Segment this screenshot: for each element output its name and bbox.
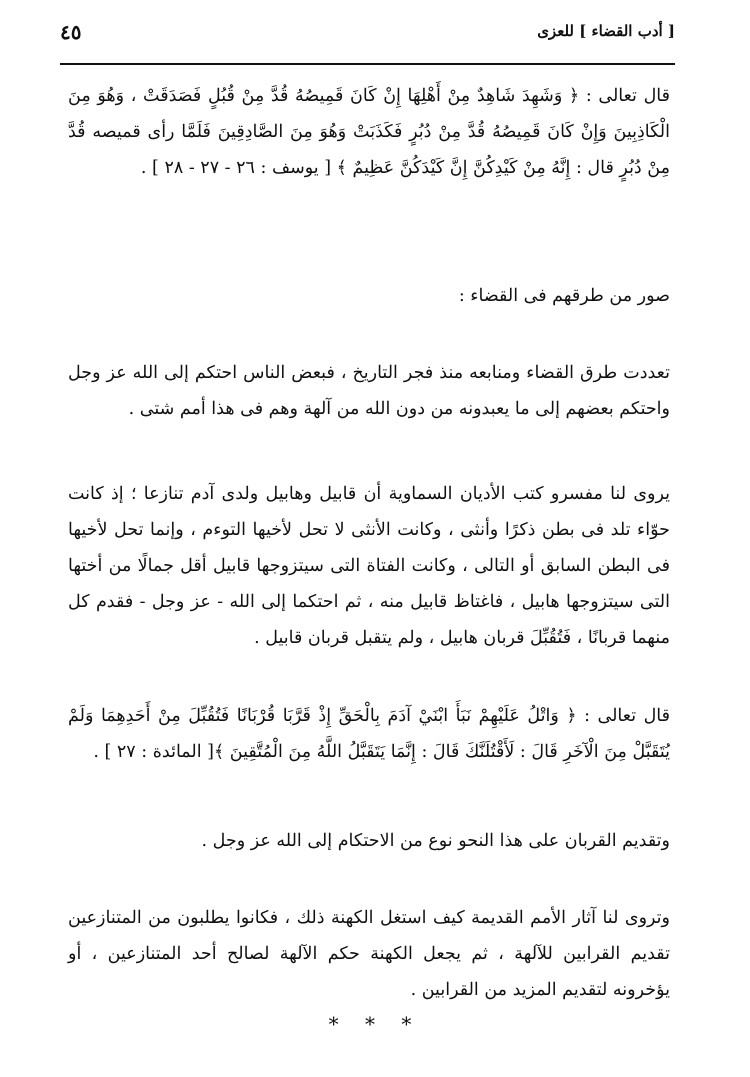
paragraph-2: يروى لنا مفسرو كتب الأديان السماوية أن قابيل وهابيل ولدى آدم تنازعا ؛ إذ كانت حوّاء تلد فى بطن ذكرًا وأنثى ، وكانت الأنثى لا تحل لأخيها التوءم ، وإنما تحل لأخيها فى البطن السابق أو التالى ، وكانت الفتاة التى سيتزوجها قابيل أقل جمالًا من أختها التى سيتزوجها هابيل ، فاغتاظ قابيل منه ، ثم احتكما إلى الله - عز وجل - فقدم كل منهما قربانًا ، فَتُقُبِّلَ قربان هابيل ، ولم يتقبل قربان قابيل . xyxy=(68,484,670,648)
quran-quote-yusuf: قال تعالى : ﴿ وَشَهِدَ شَاهِدٌ مِنْ أَهْلِهَا إِنْ كَانَ قَمِيصُهُ قُدَّ مِنْ قُبُلٍ فَصَدَقَتْ ، وَهُوَ مِنَ الْكَاذِبِينَ وَإِنْ كَانَ قَمِيصُهُ قُدَّ مِنْ دُبُرٍ فَكَذَبَتْ وَهُوَ مِنَ الصَّادِقِينَ فَلَمَّا رأى قميصه قُدَّ مِنْ دُبُرٍ قال : إِنَّهُ مِنْ كَيْدِكُنَّ إِنَّ كَيْدَكُنَّ عَظِيمٌ ﴾ [ يوسف : ٢٦ - ٢٧ - ٢٨ ] . xyxy=(68,86,670,178)
paragraph-4: وتروى لنا آثار الأمم القديمة كيف استغل الكهنة ذلك ، فكانوا يطلبون من المتنازعين تقديم القرابين للآلهة ، ثم يجعل الكهنة حكم الآلهة لصالح أحد المتنازعين ، أو يؤخرونه لتقديم المزيد من القرابين . xyxy=(68,908,670,1000)
page-number: ٤٥ xyxy=(60,20,82,44)
running-head: [ أدب القضاء ] للعزى xyxy=(537,22,675,40)
section-ornament: * * * xyxy=(328,1012,422,1036)
section-heading: صور من طرقهم فى القضاء : xyxy=(458,286,670,306)
paragraph-1: تعددت طرق القضاء ومنابعه منذ فجر التاريخ ، فبعض الناس احتكم إلى الله عز وجل واحتكم بعضهم إلى ما يعبدونه من دون الله من آلهة وهم فى هذا أمم شتى . xyxy=(68,363,670,419)
header-rule xyxy=(60,63,675,65)
quran-quote-maidah: قال تعالى : ﴿ وَاتْلُ عَلَيْهِمْ نَبَأَ ابْنَيْ آدَمَ بِالْحَقِّ إِذْ قَرَّبَا قُرْبَانًا فَتُقُبِّلَ مِنْ أَحَدِهِمَا وَلَمْ يُتَقَبَّلْ مِنَ الْآخَرِ قَالَ : لَأَقْتُلَنَّكَ قَالَ : إِنَّمَا يَتَقَبَّلُ اللَّهُ مِنَ الْمُتَّقِينَ ﴾[ المائدة : ٢٧ ] . xyxy=(68,706,670,762)
paragraph-3: وتقديم القربان على هذا النحو نوع من الاحتكام إلى الله عز وجل . xyxy=(201,831,670,851)
page-header xyxy=(60,18,675,48)
